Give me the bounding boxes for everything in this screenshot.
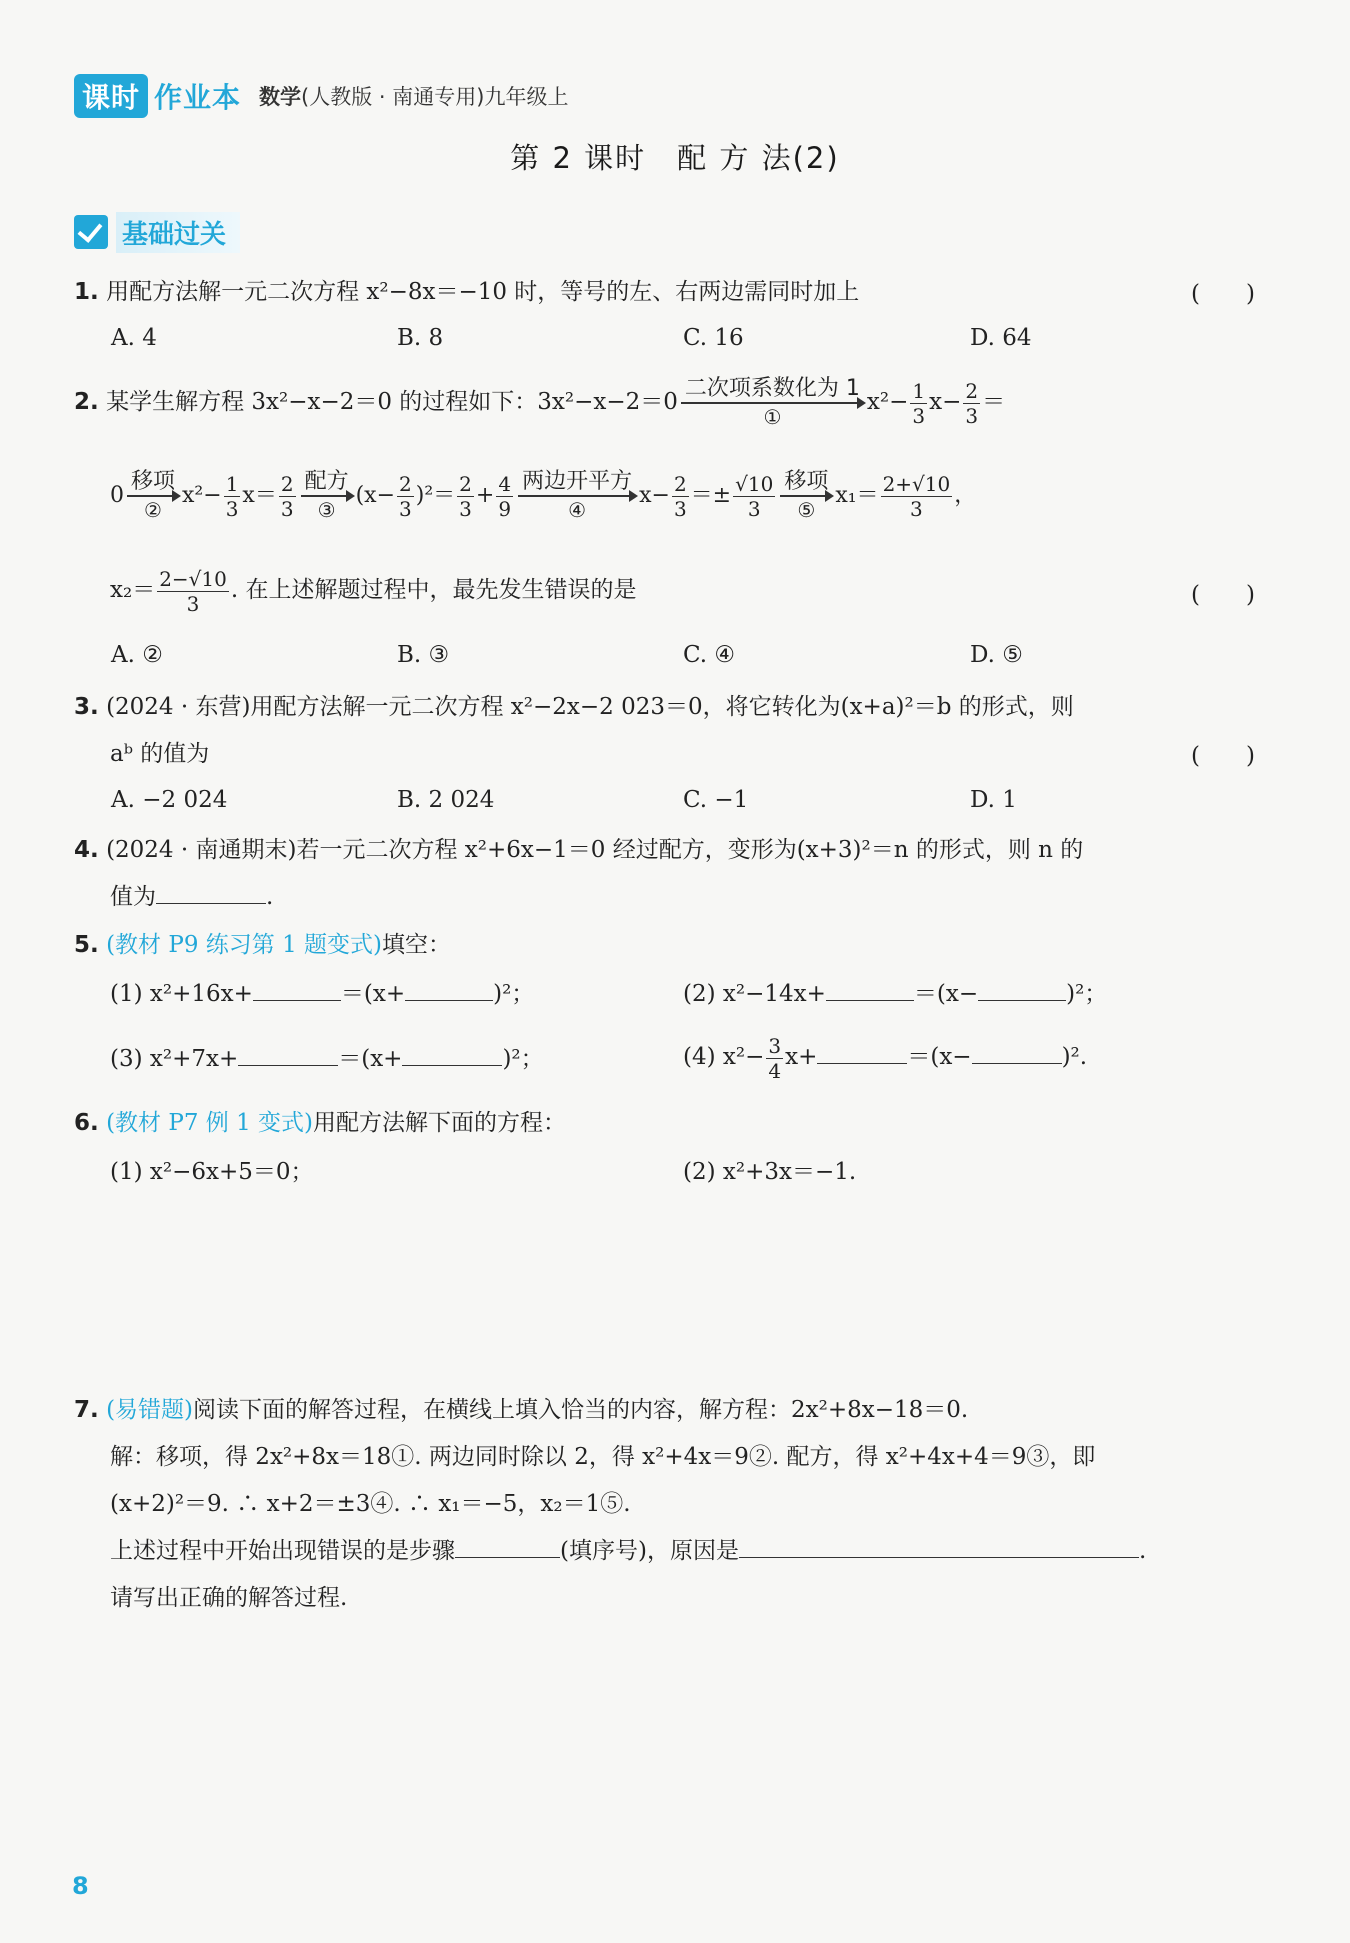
- numerator: 2: [280, 471, 294, 496]
- numerator: 3: [768, 1033, 782, 1058]
- answer-blank[interactable]: [455, 1535, 560, 1558]
- question-text: 填空：: [382, 932, 451, 958]
- denominator: 3: [747, 496, 761, 521]
- option-a: A. −2 024: [111, 787, 228, 813]
- option-c: C. −1: [683, 787, 749, 813]
- answer-paren: ( ): [1191, 582, 1255, 608]
- question-text: (2024 · 东营)用配方法解一元二次方程 x²−2x−2 023＝0，将它转化为(x+a)²＝b 的形式，则: [106, 694, 1074, 720]
- denominator: 9: [498, 496, 512, 521]
- expr: (x−: [355, 483, 396, 508]
- option-d: D. 64: [970, 325, 1032, 351]
- fraction: [457, 472, 474, 521]
- question-2-line-2: [110, 466, 976, 526]
- answer-blank[interactable]: [238, 1043, 338, 1066]
- expr: .: [266, 884, 274, 910]
- expr: ＝±: [690, 483, 732, 508]
- logo-text: 作业本: [154, 81, 242, 114]
- q5-part-4: [683, 1024, 1087, 1090]
- arrow-step: ③: [317, 498, 336, 522]
- question-5: [74, 928, 451, 962]
- question-text: 某学生解方程 3x²−x−2＝0 的过程如下：3x²−x−2＝0: [106, 389, 678, 415]
- page-title: 第 2 课时 配 方 法(2): [510, 141, 840, 175]
- denominator: 3: [280, 496, 294, 521]
- answer-blank[interactable]: [156, 881, 266, 904]
- expr: )².: [1061, 1044, 1088, 1070]
- numerator: 2−√10: [159, 566, 227, 591]
- edition: (人教版 · 南通专用)九年级上: [301, 85, 569, 109]
- q6-part-2: (2) x²+3x＝−1.: [683, 1159, 857, 1185]
- textbook-hint: (教材 P7 例 1 变式): [106, 1110, 313, 1136]
- page-number: 8: [72, 1872, 89, 1900]
- arrow-label: 配方: [304, 469, 349, 494]
- expr: (2) x²−14x+: [683, 981, 826, 1007]
- expr: 0: [110, 483, 124, 508]
- question-number: 3.: [74, 694, 99, 720]
- step-arrow-3: [301, 469, 353, 523]
- denominator: 3: [459, 496, 472, 521]
- question-text: 用配方法解一元二次方程 x²−8x＝−10 时，等号的左、右两边需同时加上: [106, 279, 860, 305]
- question-number: 6.: [74, 1110, 99, 1136]
- denominator: 3: [225, 496, 239, 521]
- question-1: [74, 275, 859, 309]
- answer-blank[interactable]: [978, 978, 1066, 1001]
- q7-question-line: [110, 1534, 1146, 1568]
- option-a: A. 4: [111, 325, 157, 351]
- option-a: A. ②: [111, 642, 163, 668]
- denominator: 3: [673, 496, 687, 521]
- option-d: D. 1: [970, 787, 1017, 813]
- logo-mark: 课时: [74, 74, 148, 118]
- expr: (3) x²+7x+: [110, 1046, 239, 1072]
- q7-solution-line-2: (x+2)²＝9. ∴ x+2＝±3④. ∴ x₁＝−5，x₂＝1⑤.: [110, 1491, 631, 1517]
- denominator: 3: [912, 403, 926, 428]
- q6-part-1: (1) x²−6x+5＝0；: [110, 1159, 314, 1185]
- checkbox-icon: [74, 215, 108, 249]
- expr: )²＝: [415, 483, 456, 508]
- question-4: [74, 833, 1083, 867]
- question-text: (2024 · 南通期末)若一元二次方程 x²+6x−1＝0 经过配方，变形为(x+3)²＝n 的形式，则 n 的: [106, 837, 1084, 863]
- answer-paren: ( ): [1191, 743, 1255, 769]
- fraction: [910, 379, 927, 428]
- question-6: [74, 1106, 566, 1140]
- arrow-label: 两边开平方: [522, 469, 633, 494]
- expr: ＝(x−: [907, 1044, 972, 1070]
- numerator: 1: [225, 471, 239, 496]
- fraction: [279, 472, 296, 521]
- expr: (4) x²−: [683, 1044, 765, 1070]
- expr: x²−: [182, 483, 222, 508]
- expr: +: [475, 483, 495, 508]
- answer-paren: ( ): [1191, 281, 1255, 307]
- question-text: 阅读下面的解答过程，在横线上填入恰当的内容，解方程：2x²+8x−18＝0.: [193, 1397, 969, 1423]
- book-info: [259, 81, 568, 111]
- question-number: 5.: [74, 932, 99, 958]
- q7-instruction: 请写出正确的解答过程.: [110, 1585, 348, 1611]
- step-arrow-5: [780, 469, 832, 523]
- expr: x₂＝: [110, 577, 156, 603]
- step-arrow-2: [127, 469, 179, 523]
- option-c: C. ④: [683, 642, 736, 668]
- expr: x₁＝: [835, 483, 879, 508]
- question-2: [74, 372, 1005, 432]
- question-3: [74, 690, 1074, 724]
- option-d: D. ⑤: [970, 642, 1023, 668]
- fraction: [397, 472, 414, 521]
- fraction: [496, 472, 513, 521]
- denominator: 4: [768, 1058, 782, 1083]
- answer-blank[interactable]: [826, 978, 914, 1001]
- fraction: [881, 472, 953, 521]
- arrow-label: 二次项系数化为 1: [684, 376, 860, 401]
- numerator: 1: [912, 378, 926, 403]
- q5-part-1: [110, 977, 534, 1011]
- option-b: B. 2 024: [397, 787, 495, 813]
- textbook-hint: (教材 P9 练习第 1 题变式): [106, 932, 382, 958]
- expr: x＝: [242, 483, 277, 508]
- question-number: 7.: [74, 1397, 99, 1423]
- arrow-step: ②: [144, 498, 162, 522]
- expr: x−: [929, 389, 962, 415]
- expr: ＝(x+: [340, 981, 406, 1007]
- question-2-line-3: [110, 560, 637, 620]
- q5-part-2: [683, 977, 1107, 1011]
- question-text: 上述过程中开始出现错误的是步骤: [110, 1538, 455, 1564]
- reason-blank[interactable]: [739, 1535, 1139, 1558]
- question-3-line-2: aᵇ 的值为: [110, 741, 210, 767]
- arrow-label: 移项: [131, 469, 176, 494]
- header: [74, 74, 568, 118]
- arrow-step: ①: [763, 405, 782, 429]
- expr: ，: [954, 483, 977, 508]
- arrow-step: ⑤: [797, 498, 816, 522]
- answer-blank[interactable]: [253, 978, 341, 1001]
- option-b: B. 8: [397, 325, 444, 351]
- expr: x²−: [866, 389, 909, 415]
- denominator: 3: [910, 496, 923, 521]
- option-b: B. ③: [397, 642, 450, 668]
- answer-blank[interactable]: [972, 1041, 1062, 1064]
- numerator: 2: [399, 471, 412, 496]
- fraction: [224, 472, 241, 521]
- expr: x+: [785, 1044, 818, 1070]
- numerator: 2: [673, 471, 687, 496]
- question-text: 用配方法解下面的方程：: [313, 1110, 566, 1136]
- answer-blank[interactable]: [817, 1041, 907, 1064]
- fraction: [733, 472, 775, 521]
- textbook-hint: (易错题): [106, 1397, 194, 1423]
- fraction: [963, 379, 980, 428]
- expr: ＝(x−: [913, 981, 979, 1007]
- answer-blank[interactable]: [405, 978, 493, 1001]
- subject: 数学: [259, 85, 302, 109]
- step-arrow-4: [518, 469, 636, 523]
- numerator: √10: [735, 471, 774, 496]
- option-c: C. 16: [683, 325, 744, 351]
- arrow-step: ④: [568, 498, 587, 522]
- section-title: 基础过关: [116, 212, 240, 253]
- expr: .: [1138, 1538, 1147, 1564]
- expr: x−: [639, 483, 670, 508]
- step-arrow-1: [681, 376, 864, 430]
- numerator: 2: [459, 471, 472, 496]
- question-number: 4.: [74, 837, 99, 863]
- denominator: 3: [965, 403, 979, 428]
- question-text: . 在上述解题过程中，最先发生错误的是: [230, 577, 637, 603]
- question-number: 1.: [74, 279, 99, 305]
- section-badge: [74, 212, 240, 252]
- question-text: (填序号)，原因是: [560, 1538, 739, 1564]
- question-4-line-2: [110, 880, 273, 914]
- denominator: 3: [399, 496, 412, 521]
- question-text: 值为: [110, 884, 156, 910]
- expr: ＝(x+: [338, 1046, 403, 1072]
- expr: )²；: [493, 981, 535, 1007]
- expr: )²；: [1066, 981, 1108, 1007]
- q7-solution-line-1: 解：移项，得 2x²+8x＝18①. 两边同时除以 2，得 x²+4x＝9②. 配方，得 x²+4x+4＝9③，即: [110, 1444, 1096, 1470]
- denominator: 3: [186, 591, 200, 616]
- arrow-label: 移项: [784, 469, 829, 494]
- fraction: [672, 472, 689, 521]
- answer-blank[interactable]: [402, 1043, 502, 1066]
- question-7: [74, 1393, 968, 1427]
- fraction: [157, 567, 229, 616]
- numerator: 2+√10: [882, 471, 951, 496]
- numerator: 2: [965, 378, 979, 403]
- expr: ＝: [982, 389, 1006, 415]
- question-number: 2.: [74, 389, 99, 415]
- fraction: [766, 1034, 783, 1083]
- expr: )²；: [502, 1046, 544, 1072]
- numerator: 4: [498, 471, 512, 496]
- q5-part-3: [110, 1042, 544, 1076]
- expr: (1) x²+16x+: [110, 981, 253, 1007]
